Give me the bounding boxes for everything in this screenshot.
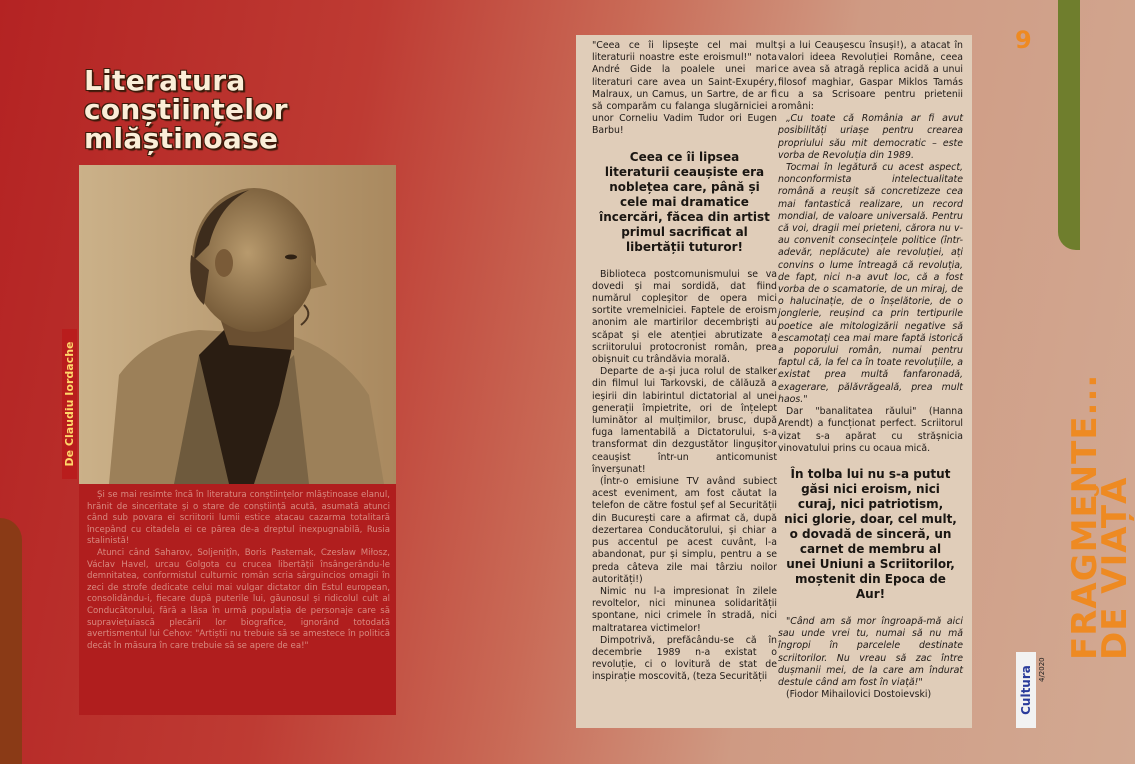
closing-quote: "Când am să mor îngroapă-mă aici sau unde vrei tu, numai să nu mă îngropi în parcelele destinate scriitorilor. Nu vreau să zac între dușmanii mei, de la care am îndurat destule când am fost în viață!" <box>778 615 963 688</box>
title-line: Literatura <box>84 64 246 97</box>
pull-quote: În tolba lui nu s-a putut găsi nici eroism, nici curaj, nici patriotism, nici glorie, doar, cel mult, o dovadă de sinceră, un carnet de membru al unei Uniuni a Scriitorilor, moștenit din Epoca de Aur! <box>784 466 957 601</box>
article-title <box>84 66 384 153</box>
left-page-tab <box>0 518 22 764</box>
title-line: conștiințelor <box>84 93 288 126</box>
page-number: 9 <box>1015 26 1032 54</box>
text-column-2 <box>778 40 963 701</box>
pull-quote: Ceea ce îi lipsea literaturii ceaușiste era noblețea care, până și cele mai dramatice încercări, făcea din artist primul sacrificat al libertății tuturor! <box>599 149 770 254</box>
body-paragraph: Departe de a-și juca rolul de stalker din filmul lui Tarkovski, de călăuză a ieșirii din labirintul dictatorial al unei generații împietrite, ori de înțelept luminător al mulțimilor, brusc, după fuga lamentabilă a Dictatorului, s-a transformat din dezgustător lingușitor ceaușist într-un anticomunist înverșunat! <box>592 366 777 475</box>
magazine-logo: Cultura <box>1019 665 1033 715</box>
quoted-paragraph: „Cu toate că România ar fi avut posibilități uriașe pentru crearea propriului său mit democratic – este vorba de Revoluția din 1989. <box>778 113 963 161</box>
body-paragraph: Atunci când Saharov, Soljenițîn, Boris Pasternak, Czesław Miłosz, Václav Havel, urcau Golgota cu crucea libertății însângerându-le demnitatea, conformistul culturnic român scria sârguincios omagii în zeci de strofe dedicate celui mai vulgar dictator din Estul european, consolidându-i, fiecare după puterile lui, găunosul și ridicolul cult al Conducătorului, fără a lăsa în urmă populația de personaje care să supraviețuiască plecării lor biografice, ignorând totodată avertismentul lui Cehov: "Artiștii nu trebuie să se amestece în politică decât în măsura în care trebuie să se apere de ea!" <box>87 547 390 651</box>
quote-author: (Fiodor Mihailovici Dostoievski) <box>786 689 932 701</box>
body-paragraph: Dar "banalitatea răului" (Hanna Arendt) a funcționat perfect. Scriitorul vizat s-a apărat cu strășnicia vinovatului prins cu ocaua mică. <box>778 406 963 454</box>
body-paragraph: Biblioteca postcomunismului se va dovedi și mai sordidă, dat fiind numărul copleșitor de opera mici sortite vremelniciei. Faptele de eroism anonim ale martirilor decembriști au scăpat și ele atenției abrutizate a scriitorului protocronist român, prea obișnuit cu trândăvia morală. <box>592 268 777 366</box>
author-byline: De Claudiu Iordache <box>63 341 76 467</box>
body-paragraph: Dimpotrivă, prefăcându-se că în decembrie 1989 n-a existat o revoluție, ci o lovitură de stat de inspirație moscovită, (teza Securității <box>592 634 777 683</box>
intro-paragraph: "Ceea ce îi lipsește cel mai mult literaturii noastre este eroismul!" nota André Gide la poalele unei mari literaturi care avea un Saint-Exupéry, Malraux, un Camus, un Sartre, de ar fi să comparăm cu falanga slugărniciei a unor Corneliu Vadim Tudor ori Eugen Barbu! <box>592 40 777 137</box>
author-portrait-photo <box>79 165 396 484</box>
portrait-illustration <box>79 165 396 484</box>
quoted-paragraph: Tocmai în legătură cu acest aspect, nonconformista intelectualitate română a reușit să concretizeze cea mai fantastică realizare, un record mondial, de valoare universală. Pentru că voi, dragii mei prieteni, cărora nu v-au convenit consecințele politice (într-adevăr, neplăcute) ale revoluției, ați convins o lume întreagă că revoluția, de fapt, nici n-a avut loc, că a fost vorba de o scamatorie, de un miraj, de o halucinație, de o înșelătorie, de o jonglerie, reușind ca prin tertipurile poetice ale mitologizării negative să escamotați cea mai mare faptă istorică a poporului român, numai pentru faptul că, la fel ca în toate revoluțiile, a existat prea multă fanfaronadă, exagerare, pălăvrăgeală, prea mult haos." <box>778 162 963 405</box>
body-paragraph: Nimic nu l-a impresionat în zilele revoltelor, nici minunea solidarității spontane, nici crimele în stradă, nici maltratarea victimelor! <box>592 585 777 634</box>
section-title-line: DE VIAȚĂ <box>1095 476 1135 660</box>
text-column-1 <box>592 40 777 684</box>
right-page-tab <box>1058 0 1080 250</box>
body-paragraph: Și se mai resimte încă în literatura conștiințelor mlăștinoase elanul, hrănit de sinceritate și o stare de conștiință acută, asumată atunci când sub povara ei scriitorii lumii estice atacau cazarma totalitară începând cu citadela ei ce părea de-a dreptul inexpugnabilă, Rusia stalinistă! <box>87 490 390 547</box>
left-article-body <box>79 484 396 715</box>
body-paragraph: (Într-o emisiune TV având subiect acest eveniment, am fost căutat la telefon de către fostul șef al Securității din București care a afirmat că, după dezertarea Conducătorului, și chiar a pus accentul pe acest cuvânt, l-a abandonat, pur și simplu, pentru a se preda câteva zile mai târziu noilor autorități!) <box>592 476 777 585</box>
section-title <box>1065 373 1135 660</box>
issue-number: 4/2020 <box>1038 657 1046 682</box>
section-title-line: FRAGMENTE... <box>1065 373 1105 660</box>
title-line: mlăștinoase <box>84 122 279 155</box>
body-paragraph: și a lui Ceaușescu însuși!), a atacat în valori ideea Revoluției Române, ceea ce avea să atragă replica acidă a unui filosof maghiar, Gaspar Miklos Tamás cu a sa Scrisoare pentru prietenii români: <box>778 40 963 113</box>
